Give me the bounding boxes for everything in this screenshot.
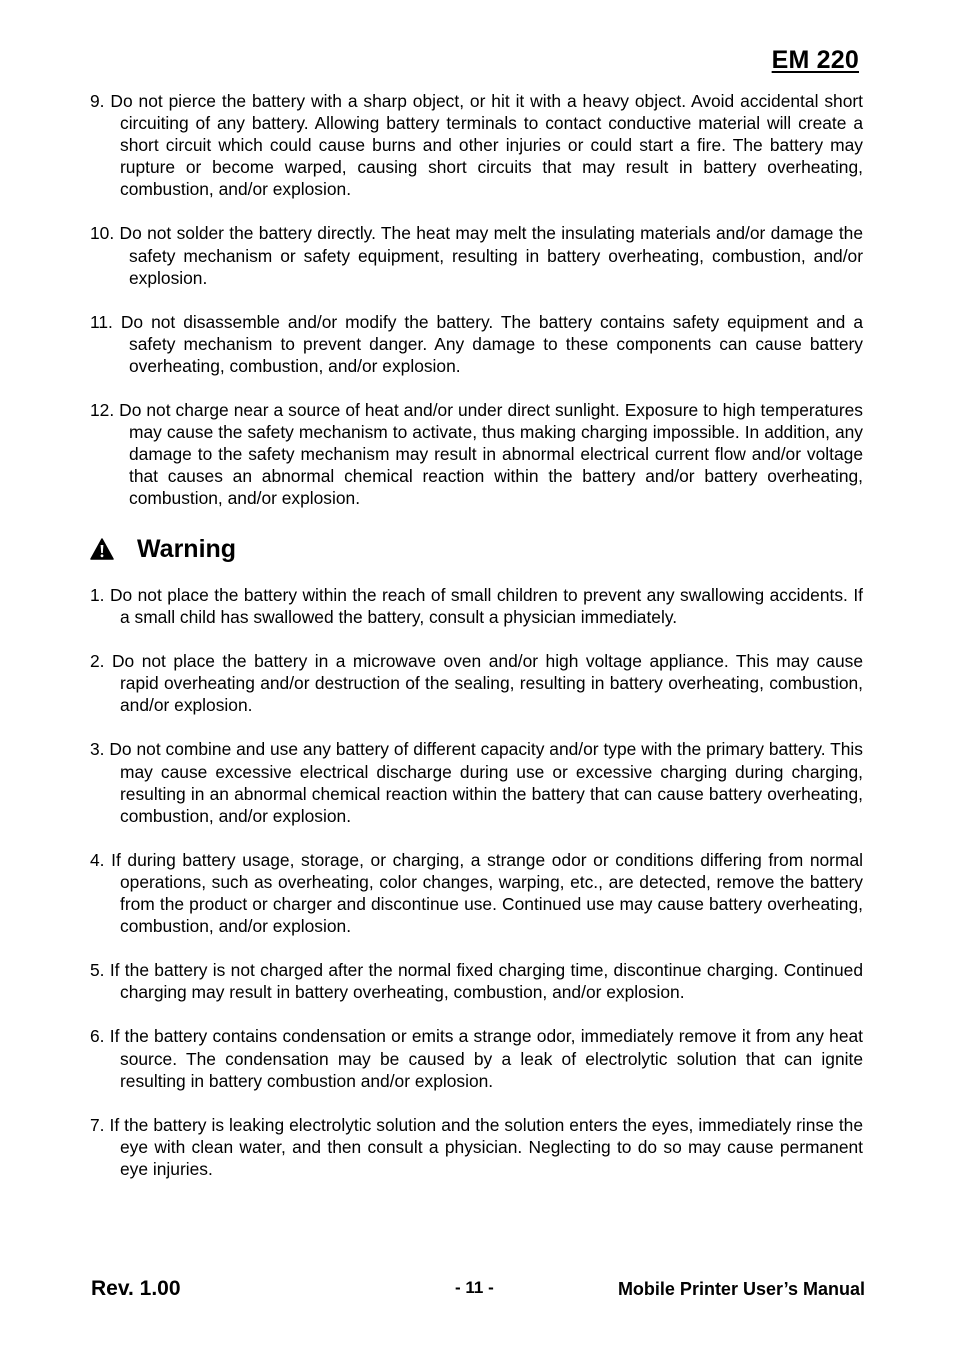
warning-triangle-icon — [90, 538, 114, 560]
warning-item-1: 1. Do not place the battery within the reach of small children to prevent any swallowing accidents. If a small child has swallowed the battery, consult a physician immediately. — [90, 585, 863, 628]
caution-item-9: 9. Do not pierce the battery with a sharp object, or hit it with a heavy object. Avoid accidental short circuiting of any battery. Allowing battery terminals to contact conductive material will create a short circuit which could cause burns and other injuries or could start a fire. The battery may rupture or become warped, causing short circuits that may result in battery overheating, combustion, and/or explosion. — [90, 91, 863, 200]
footer-manual-title: Mobile Printer User’s Manual — [617, 1279, 865, 1299]
caution-item-11: 11. Do not disassemble and/or modify the battery. The battery contains safety equipment and a safety mechanism to prevent danger. Any damage to these components can cause battery overheating, combustion, and/or explosion. — [90, 311, 863, 376]
footer-revision: Rev. 1.00 — [91, 1277, 181, 1300]
warning-heading: Warning — [137, 534, 237, 563]
caution-item-10: 10. Do not solder the battery directly. The heat may melt the insulating materials and/or damage the safety mechanism or safety equipment, resulting in battery overheating, combustion, and/or explosion. — [90, 223, 863, 288]
warning-item-3: 3. Do not combine and use any battery of different capacity and/or type with the primary battery. This may cause excessive electrical discharge during use or excessive charging during charging, resulting in an abnormal chemical reaction within the battery that can cause battery overheating, combustion, and/or explosion. — [90, 739, 863, 826]
cautions-continued-list — [90, 90, 863, 532]
warning-section-heading — [90, 532, 236, 566]
warning-item-7: 7. If the battery is leaking electrolytic solution and the solution enters the eyes, immediately rinse the eye with clean water, and then consult a physician. Neglecting to do so may cause permanent eye injuries. — [90, 1114, 863, 1179]
warning-list — [90, 584, 863, 1202]
warning-item-5: 5. If the battery is not charged after the normal fixed charging time, discontinue charging. Continued charging may result in battery overheating, combustion, and/or explosion. — [90, 960, 863, 1003]
warning-item-4: 4. If during battery usage, storage, or charging, a strange odor or conditions differing from normal operations, such as overheating, color changes, warping, etc., are detected, remove the battery from the product or charger and discontinue use. Continued use may cause battery overheating, combustion, and/or explosion. — [90, 849, 863, 937]
warning-item-6: 6. If the battery contains condensation or emits a strange odor, immediately remove it from any heat source. The condensation may be caused by a leak of electrolytic solution that can ignite resulting in battery combustion and/or explosion. — [90, 1026, 863, 1091]
warning-item-2: 2. Do not place the battery in a microwave oven and/or high voltage appliance. This may cause rapid overheating and/or destruction of the sealing, resulting in battery overheating, combustion, and/or explosion. — [90, 651, 863, 716]
caution-item-12: 12. Do not charge near a source of heat and/or under direct sunlight. Exposure to high temperatures may cause the safety mechanism to activate, thus making charging impossible. In addition, any damage to the safety mechanism may result in abnormal electrical current flow and/or voltage that causes an abnormal chemical reaction within the battery and/or battery overheating, combustion, and/or explosion. — [90, 400, 863, 509]
footer-page-number: - 11 - — [455, 1278, 494, 1297]
document-model-title: EM 220 — [771, 46, 859, 74]
